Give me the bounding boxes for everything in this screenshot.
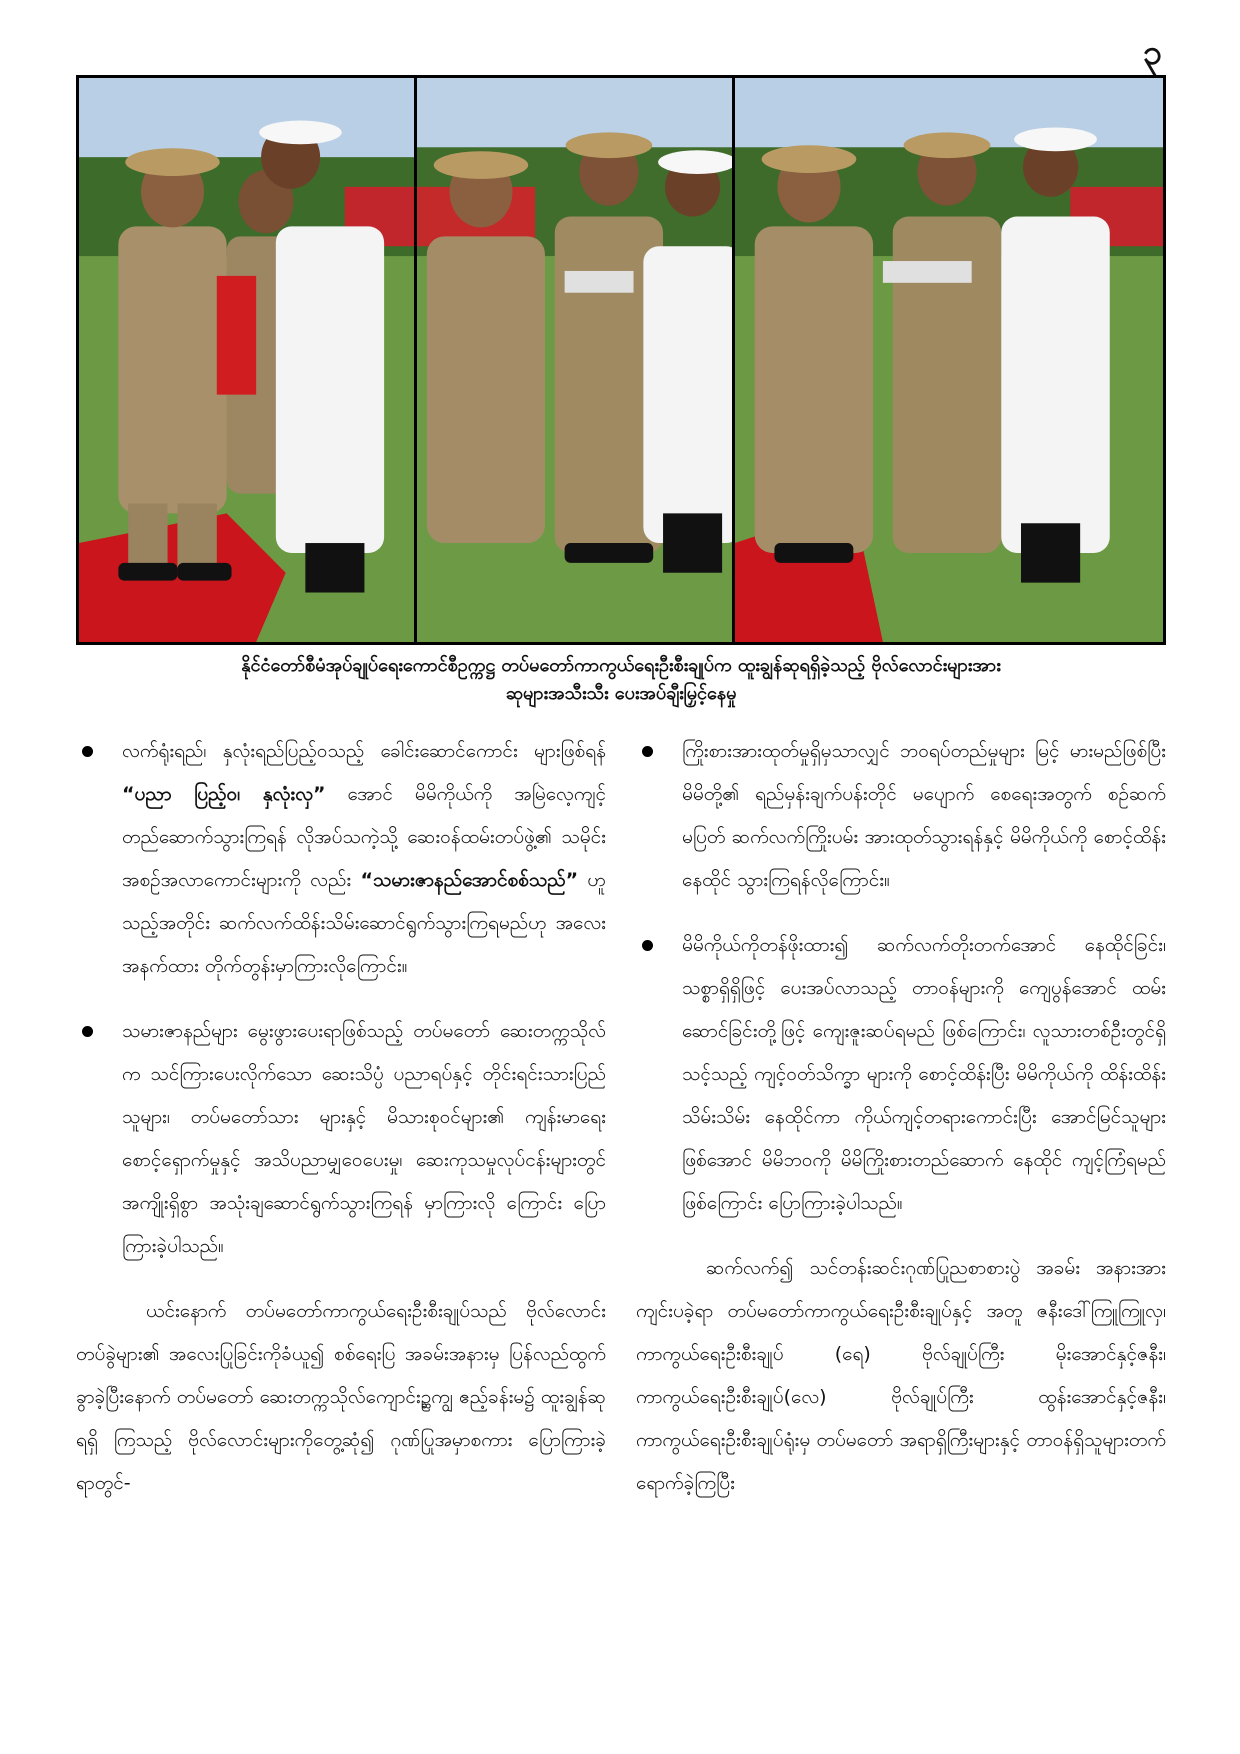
page-number: ၃ (1142, 33, 1162, 73)
photo-caption (76, 652, 1166, 708)
right-column (636, 730, 1166, 1505)
ceremony-photo-1-image (79, 78, 453, 642)
right-bullet-2 (636, 924, 1166, 1225)
left-paragraph: ယင်းနောက် တပ်မတော်ကာကွယ်ရေးဦးစီးချုပ်သည် ဗိုလ်လောင်းတပ်ခွဲများ၏ အလေးပြုခြင်းကိုခံယူ၍ စစ်ရေးပြ အခမ်းအနားမှ ပြန်လည်ထွက်ခွာခဲ့ပြီးနောက် တပ်မတော် ဆေးတက္ကသိုလ်ကျောင်းဥ္ဆကျွ ဧည့်ခန်းမ၌ ထူးချွန်ဆုရရှိ ကြသည့် ဗိုလ်လောင်းများကိုတွေ့ဆုံ၍ ဂုဏ်ပြုအမှာစကား ပြောကြားခဲ့ရာတွင်- (76, 1300, 606, 1494)
left-bullet-1-text-e: ဟူသည့်အတိုင်း ဆက်လက်ထိန်းသိမ်းဆောင်ရွက်သွားကြရမည်ဟု အလေး အနက်ထား တိုက်တွန်းမှာကြားလိုကြောင်း။ (122, 869, 606, 977)
left-column (76, 730, 606, 1505)
bullet-icon (642, 746, 653, 757)
left-bullet-2-text: သမားဇာနည်များ မွေးဖွားပေးရာဖြစ်သည့် တပ်မတော် ဆေးတက္ကသိုလ်က သင်ကြားပေးလိုက်သော ဆေးသိပ္ပံ ပညာရပ်နှင့် တိုင်းရင်းသားပြည်သူများ၊ တပ်မတော်သား များနှင့် မိသားစုဝင်များ၏ ကျန်းမာရေးစောင့်ရှောက်မှုနှင့် အသိပညာမျှဝေပေးမှု၊ ဆေးကုသမှုလုပ်ငန်းများတွင် အကျိုးရှိစွာ အသုံးချဆောင်ရွက်သွားကြရန် မှာကြားလို ကြောင်း ပြောကြားခဲ့ပါသည်။ (122, 1020, 606, 1257)
right-bullet-1-text: ကြိုးစားအားထုတ်မှုရှိမှသာလျှင် ဘဝရပ်တည်မှုများ မြင့် မားမည်ဖြစ်ပြီး မိမိတို့၏ ရည်မှန်းချက်ပန်းတိုင် မပျောက် စေရေးအတွက် စဉ်ဆက်မပြတ် ဆက်လက်ကြိုးပမ်း အားထုတ်သွားရန်နှင့် မိမိကိုယ်ကို စောင့်ထိန်းနေထိုင် သွားကြရန်လိုကြောင်း။ (682, 740, 1166, 891)
left-bullet-1-text-a: လက်ရုံးရည်၊ နှလုံးရည်ပြည့်ဝသည့် ခေါင်းဆောင်ကောင်း များဖြစ်ရန် (122, 740, 606, 762)
photo-strip (76, 75, 1166, 645)
right-bullet-2-text: မိမိကိုယ်ကိုတန်ဖိုးထား၍ ဆက်လက်တိုးတက်အောင် နေထိုင်ခြင်း၊ သစ္စာရှိရှိဖြင့် ပေးအပ်လာသည့် တာဝန်များကို ကျေပွန်အောင် ထမ်းဆောင်ခြင်းတို့ဖြင့် ကျေးဇူးဆပ်ရမည် ဖြစ်ကြောင်း၊ လူသားတစ်ဦးတွင်ရှိသင့်သည့် ကျင့်ဝတ်သိက္ခာ များကို စောင့်ထိန်းပြီး မိမိကိုယ်ကို ထိန်းထိန်းသိမ်းသိမ်း နေထိုင်ကာ ကိုယ်ကျင့်တရားကောင်းပြီး အောင်မြင်သူများ ဖြစ်အောင် မိမိဘဝကို မိမိကြိုးစားတည်ဆောက် နေထိုင် ကျင့်ကြံရမည်ဖြစ်ကြောင်း ပြောကြားခဲ့ပါသည်။ (682, 934, 1166, 1214)
ceremony-photo-3 (732, 75, 1166, 645)
bullet-icon (642, 940, 653, 951)
left-bullet-1-bold-motto-2: “သမားဇာနည်အောင်စစ်သည်” (360, 869, 579, 891)
right-paragraph: ဆက်လက်၍ သင်တန်းဆင်းဂုဏ်ပြုညစာစားပွဲ အခမ်း အနားအားကျင်းပခဲ့ရာ တပ်မတော်ကာကွယ်ရေးဦးစီးချုပ်နှင့် အတူ ဇနီးဒေါ်ကြူကြူလှ၊ ကာကွယ်ရေးဦးစီးချုပ် (ရေ) ဗိုလ်ချုပ်ကြီး မိုးအောင်နှင့်ဇနီး၊ ကာကွယ်ရေးဦးစီးချုပ်(လေ) ဗိုလ်ချုပ်ကြီး ထွန်းအောင်နှင့်ဇနီး၊ ကာကွယ်ရေးဦးစီးချုပ်ရုံးမှ တပ်မတော် အရာရှိကြီးများနှင့် တာဝန်ရှိသူများတက်ရောက်ခဲ့ကြပြီး (636, 1257, 1166, 1494)
left-bullet-2 (76, 1010, 606, 1268)
caption-line-1: နိုင်ငံတော်စီမံအုပ်ချုပ်ရေးကောင်စီဥက္ကဋ္ဌ တပ်မတော်ကာကွယ်ရေးဦးစီးချုပ်က ထူးချွန်ဆုရရှိခဲ့သည့် ဗိုလ်လောင်းများအား (241, 655, 1001, 676)
left-bullet-1 (76, 730, 606, 988)
left-bullet-1-text-c: အောင် မိမိကိုယ်ကို အမြဲလေ့ကျင့်တည်ဆောက်သွားကြရန် လိုအပ်သကဲ့သို့ ဆေးဝန်ထမ်းတပ်ဖွဲ့၏ သမိုင်းအစဉ်အလာကောင်းများကို လည်း (122, 783, 607, 891)
bullet-icon (82, 1026, 93, 1037)
ceremony-photo-1 (76, 75, 456, 645)
bullet-icon (82, 746, 93, 757)
left-bullet-1-bold-motto: “ပညာ ပြည့်ဝ၊ နှလုံးလှ” (122, 783, 326, 805)
right-bullet-1 (636, 730, 1166, 902)
caption-line-2: ဆုများအသီးသီး ပေးအပ်ချီးမြှင့်နေမှု (505, 683, 737, 704)
ceremony-photo-3-image (735, 78, 1163, 642)
